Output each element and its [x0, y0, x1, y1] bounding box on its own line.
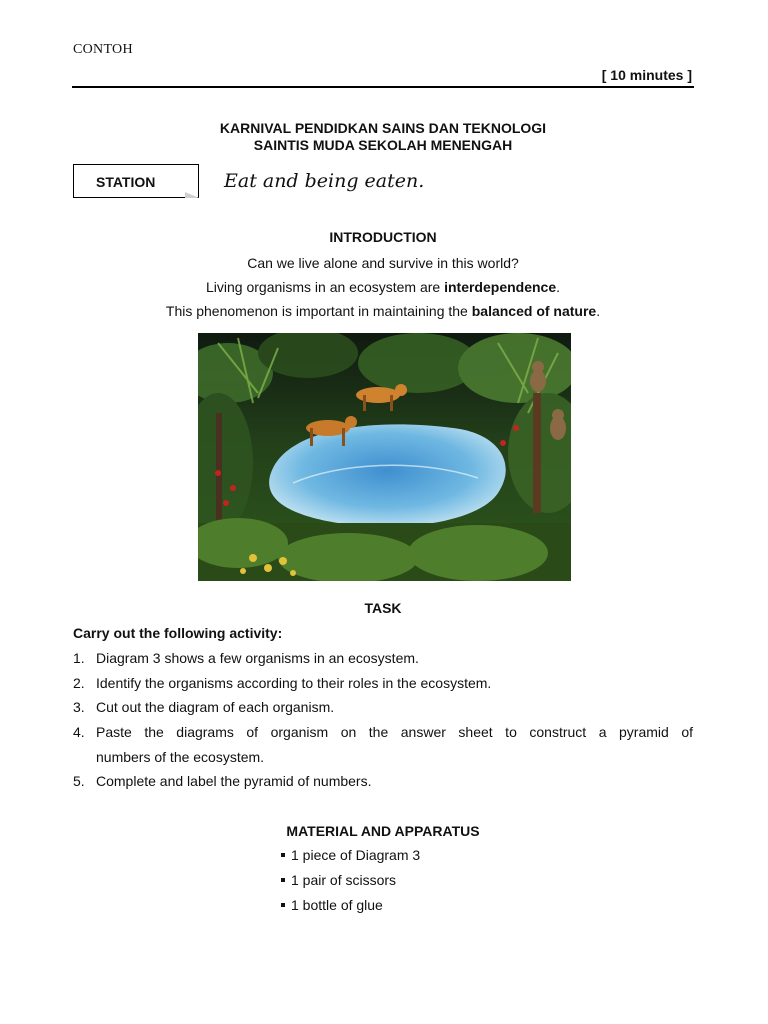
bullet-icon — [281, 878, 285, 882]
bullet-icon — [281, 853, 285, 857]
ecosystem-illustration — [198, 333, 571, 581]
list-item: 1. Diagram 3 shows a few organisms in an ecosystem. — [73, 650, 419, 666]
list-item: 5. Complete and label the pyramid of numbers. — [73, 773, 372, 789]
list-item-continuation: numbers of the ecosystem. — [96, 749, 265, 765]
introduction-heading: INTRODUCTION — [329, 229, 437, 245]
keyword-balanced-of-nature: balanced of nature — [471, 303, 597, 319]
document-label: CONTOH — [73, 42, 133, 57]
station-box — [73, 164, 199, 198]
task-lead: Carry out the following activity: — [73, 625, 283, 641]
event-title: KARNIVAL PENDIDKAN SAINS DAN TEKNOLOGI — [219, 120, 547, 136]
duration-label: [ 10 minutes ] — [601, 67, 692, 83]
list-item: 4. Paste the diagrams of organism on the answer sheet to construct a pyramid of — [73, 724, 693, 740]
list-item: 2. Identify the organisms according to their roles in the ecosystem. — [73, 675, 492, 691]
list-item: 1 bottle of glue — [281, 897, 383, 913]
list-item: 3. Cut out the diagram of each organism. — [73, 699, 335, 715]
introduction-line-2: Living organisms in an ecosystem are interdependence. — [205, 279, 561, 295]
list-item: 1 piece of Diagram 3 — [281, 847, 420, 863]
station-title: Eat and being eaten. — [224, 170, 425, 192]
station-label: STATION — [96, 174, 156, 190]
introduction-line-3: This phenomenon is important in maintaining the balanced of nature. — [165, 303, 601, 319]
list-item: 1 pair of scissors — [281, 872, 396, 888]
bullet-icon — [281, 903, 285, 907]
introduction-line-1: Can we live alone and survive in this world? — [247, 255, 519, 271]
materials-heading: MATERIAL AND APPARATUS — [286, 823, 480, 839]
folded-corner-icon — [185, 192, 199, 198]
task-heading: TASK — [364, 600, 402, 616]
keyword-interdependence: interdependence — [444, 279, 557, 295]
header-divider — [72, 86, 694, 88]
event-subtitle: SAINTIS MUDA SEKOLAH MENENGAH — [253, 137, 513, 153]
